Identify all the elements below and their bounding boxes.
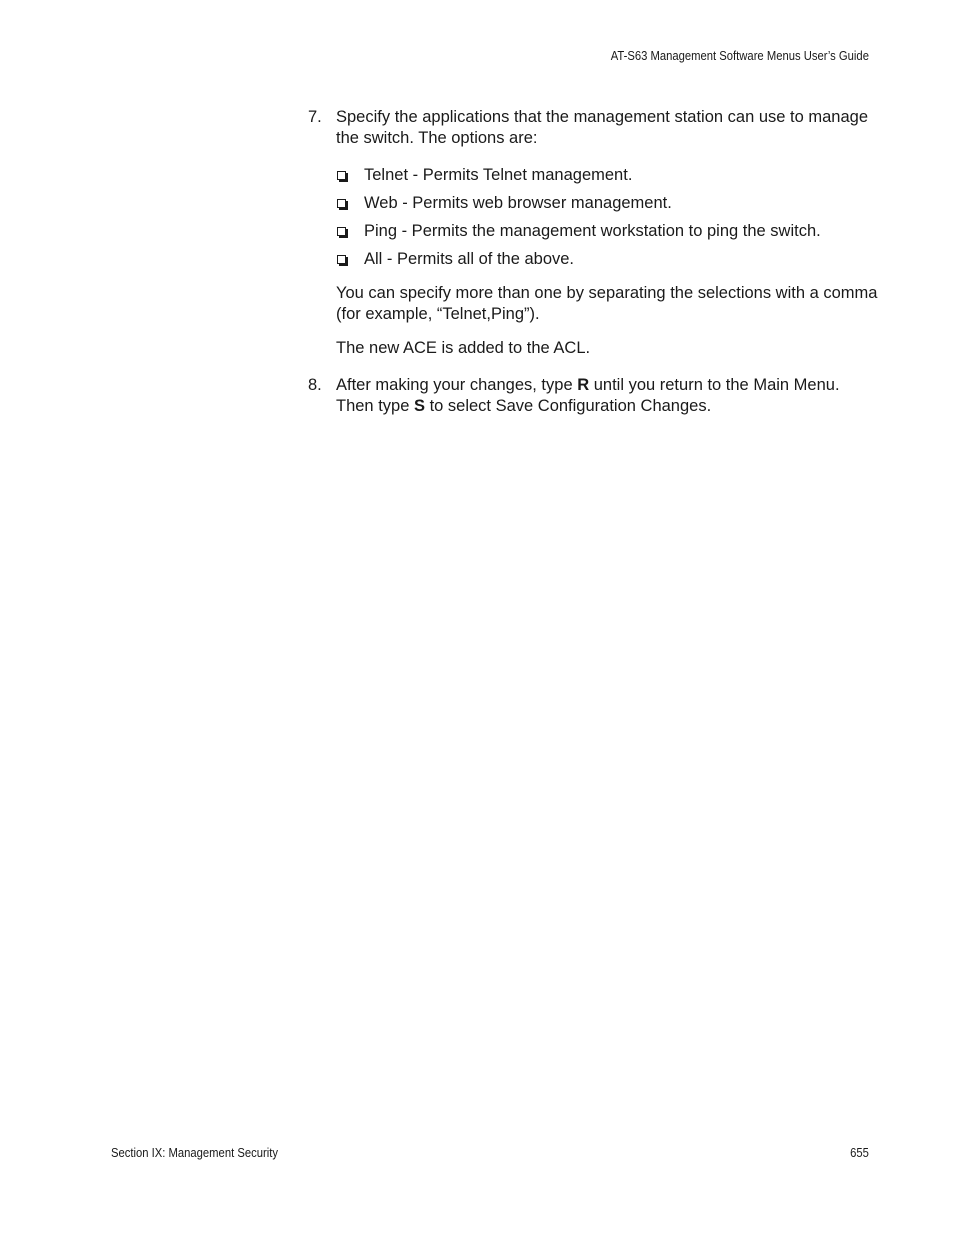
list-item	[336, 165, 878, 186]
checkbox-bullet-icon	[337, 255, 346, 264]
step-number: 8.	[308, 376, 322, 394]
list-item	[336, 249, 878, 270]
list-item-text: Web - Permits web browser management.	[364, 194, 672, 212]
step-text: Specify the applications that the management station can use to manage the switch. The options are:	[336, 108, 869, 147]
step-text-part: until you return to the Main Menu. Then type	[336, 376, 840, 415]
step-8	[308, 375, 878, 417]
checkbox-bullet-icon	[337, 171, 346, 180]
step-text	[336, 375, 878, 417]
paragraph-multiple-selection: You can specify more than one by separating the selections with a comma (for example, “Telnet,Ping”).	[336, 284, 878, 323]
step-text-part: to select Save Configuration Changes.	[424, 397, 712, 415]
key-r: R	[577, 376, 590, 394]
step-number: 7.	[308, 108, 322, 126]
options-list	[336, 165, 878, 270]
key-s: S	[413, 397, 425, 415]
list-item	[336, 221, 878, 242]
list-item-text: Ping - Permits the management workstation to ping the switch.	[364, 222, 821, 240]
list-item-text: Telnet - Permits Telnet management.	[364, 166, 633, 184]
paragraph-ace-added: The new ACE is added to the ACL.	[336, 339, 591, 357]
checkbox-bullet-icon	[337, 227, 346, 236]
document-body	[308, 107, 878, 417]
footer-section: Section IX: Management Security	[111, 1146, 278, 1160]
list-item	[336, 193, 878, 214]
running-header: AT-S63 Management Software Menus User’s Guide	[610, 49, 869, 63]
checkbox-bullet-icon	[337, 199, 346, 208]
list-item-text: All - Permits all of the above.	[364, 250, 575, 268]
step-text-part: After making your changes, type	[336, 376, 578, 394]
page-number: 655	[850, 1146, 869, 1160]
step-7	[308, 107, 878, 359]
